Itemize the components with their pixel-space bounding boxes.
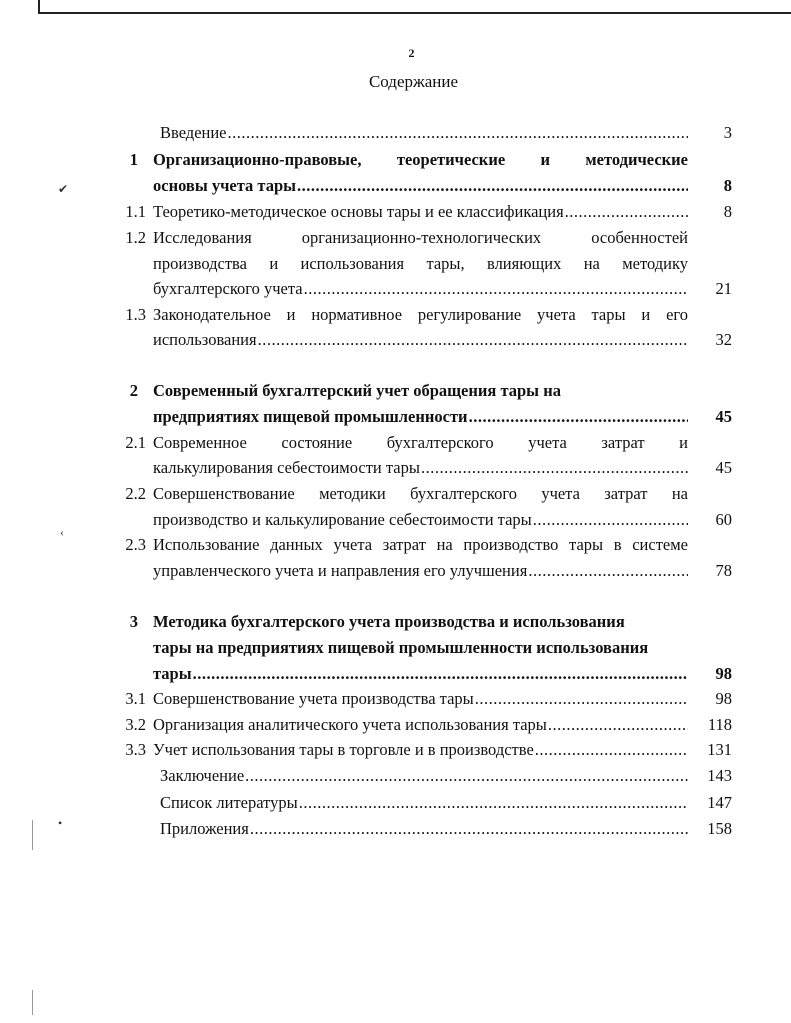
entry-text: Современный бухгалтерский учет обращения тары на bbox=[153, 381, 561, 400]
toc-section-2-2-cont bbox=[0, 510, 791, 532]
toc-section-2-3 bbox=[0, 535, 791, 557]
entry-page: 8 bbox=[723, 176, 732, 195]
entry-text: Организация аналитического учета использования тары bbox=[153, 715, 547, 734]
leader-dots bbox=[227, 123, 688, 143]
leader-dots bbox=[564, 202, 688, 222]
entry-text: предприятиях пищевой промышленности bbox=[153, 407, 468, 426]
toc-entry-appendices bbox=[0, 819, 791, 841]
entry-page: 32 bbox=[715, 330, 732, 349]
leader-dots bbox=[534, 740, 688, 760]
entry-number: 2 bbox=[129, 381, 138, 400]
page-title: Содержание bbox=[368, 72, 459, 91]
leader-dots bbox=[547, 715, 688, 735]
scan-edge-mark bbox=[32, 990, 33, 1015]
entry-number: 3.1 bbox=[125, 689, 146, 708]
entry-text: основы учета тары bbox=[153, 176, 297, 195]
entry-text: Теоретико-методическое основы тары и ее классификация bbox=[153, 202, 564, 221]
toc-section-1-2 bbox=[0, 228, 791, 250]
scan-speck: ‹ bbox=[60, 525, 64, 539]
toc-section-1-1 bbox=[0, 202, 791, 224]
entry-page: 147 bbox=[707, 793, 732, 812]
entry-page: 3 bbox=[723, 123, 732, 142]
toc-entry-conclusion bbox=[0, 766, 791, 788]
toc-chapter-1 bbox=[0, 150, 791, 172]
toc-section-3-2 bbox=[0, 715, 791, 737]
toc-chapter-2 bbox=[0, 381, 791, 403]
toc-section-1-2-cont bbox=[0, 254, 791, 276]
entry-page: 8 bbox=[723, 202, 732, 221]
entry-text: тары bbox=[153, 664, 192, 683]
entry-page: 21 bbox=[715, 279, 732, 298]
entry-number: 1.2 bbox=[125, 228, 146, 247]
scan-speck: ✔ bbox=[58, 182, 69, 196]
entry-page: 60 bbox=[715, 510, 732, 529]
entry-text: Современное состояние бухгалтерского учета затрат и bbox=[153, 433, 688, 452]
entry-text: калькулирования себестоимости тары bbox=[153, 458, 420, 477]
leader-dots bbox=[474, 689, 688, 709]
entry-page: 98 bbox=[715, 689, 732, 708]
entry-text: Учет использования тары в торговле и в производстве bbox=[153, 740, 534, 759]
leader-dots bbox=[420, 458, 688, 478]
toc-entry-introduction bbox=[0, 123, 791, 145]
toc-section-2-2 bbox=[0, 484, 791, 506]
entry-number: 2.2 bbox=[125, 484, 146, 503]
entry-number: 1.1 bbox=[125, 202, 146, 221]
entry-number: 3.2 bbox=[125, 715, 146, 734]
leader-dots bbox=[296, 176, 688, 196]
entry-text: производство и калькулирование себестоимости тары bbox=[153, 510, 532, 529]
toc-section-3-3 bbox=[0, 740, 791, 762]
entry-text: Методика бухгалтерского учета производства и использования bbox=[153, 612, 625, 631]
entry-text: Введение bbox=[160, 123, 227, 142]
entry-text: использования bbox=[153, 330, 257, 349]
entry-page: 143 bbox=[707, 766, 732, 785]
leader-dots bbox=[257, 330, 688, 350]
entry-text: Список литературы bbox=[160, 793, 298, 812]
entry-number: 1.3 bbox=[125, 305, 146, 324]
entry-page: 98 bbox=[715, 664, 732, 683]
toc-section-2-3-cont bbox=[0, 561, 791, 583]
entry-page: 158 bbox=[707, 819, 732, 838]
entry-text: производства и использования тары, влияющих на методику bbox=[153, 254, 688, 273]
toc-chapter-3-cont2 bbox=[0, 664, 791, 686]
entry-page: 45 bbox=[715, 407, 732, 426]
leader-dots bbox=[298, 793, 688, 813]
toc-section-2-1-cont bbox=[0, 458, 791, 480]
entry-text: Исследования организационно-технологических особенностей bbox=[153, 228, 688, 247]
leader-dots bbox=[468, 407, 688, 427]
leader-dots bbox=[244, 766, 688, 786]
leader-dots bbox=[303, 279, 688, 299]
entry-text: бухгалтерского учета bbox=[153, 279, 303, 298]
page-number: 2 bbox=[408, 46, 415, 60]
leader-dots bbox=[192, 664, 688, 684]
entry-text: Совершенствование методики бухгалтерского учета затрат на bbox=[153, 484, 688, 503]
toc-section-3-1 bbox=[0, 689, 791, 711]
scan-border bbox=[38, 0, 791, 14]
toc-entry-references bbox=[0, 793, 791, 815]
entry-text: Организационно-правовые, теоретические и методические bbox=[153, 150, 688, 169]
entry-number: 2.1 bbox=[125, 433, 146, 452]
entry-number: 3 bbox=[129, 612, 138, 631]
toc-chapter-1-cont bbox=[0, 176, 791, 198]
entry-text: Использование данных учета затрат на производство тары в системе bbox=[153, 535, 688, 554]
entry-text: управленческого учета и направления его улучшения bbox=[153, 561, 528, 580]
toc-chapter-3-cont bbox=[0, 638, 791, 660]
scan-speck: • bbox=[58, 816, 63, 830]
toc-section-1-3-cont bbox=[0, 330, 791, 352]
leader-dots bbox=[527, 561, 688, 581]
entry-text: Приложения bbox=[160, 819, 249, 838]
entry-text: тары на предприятиях пищевой промышленности использования bbox=[153, 638, 649, 657]
entry-text: Законодательное и нормативное регулирование учета тары и его bbox=[153, 305, 688, 324]
entry-page: 118 bbox=[707, 715, 732, 734]
leader-dots bbox=[532, 510, 688, 530]
entry-text: Заключение bbox=[160, 766, 245, 785]
toc-chapter-3 bbox=[0, 612, 791, 634]
toc-section-2-1 bbox=[0, 433, 791, 455]
entry-page: 131 bbox=[707, 740, 732, 759]
entry-number: 1 bbox=[129, 150, 138, 169]
entry-page: 78 bbox=[715, 561, 732, 580]
toc-section-1-3 bbox=[0, 305, 791, 327]
toc-section-1-2-cont2 bbox=[0, 279, 791, 301]
entry-number: 2.3 bbox=[125, 535, 146, 554]
entry-text: Совершенствование учета производства тары bbox=[153, 689, 474, 708]
entry-number: 3.3 bbox=[125, 740, 146, 759]
entry-page: 45 bbox=[715, 458, 732, 477]
leader-dots bbox=[249, 819, 688, 839]
toc-chapter-2-cont bbox=[0, 407, 791, 429]
